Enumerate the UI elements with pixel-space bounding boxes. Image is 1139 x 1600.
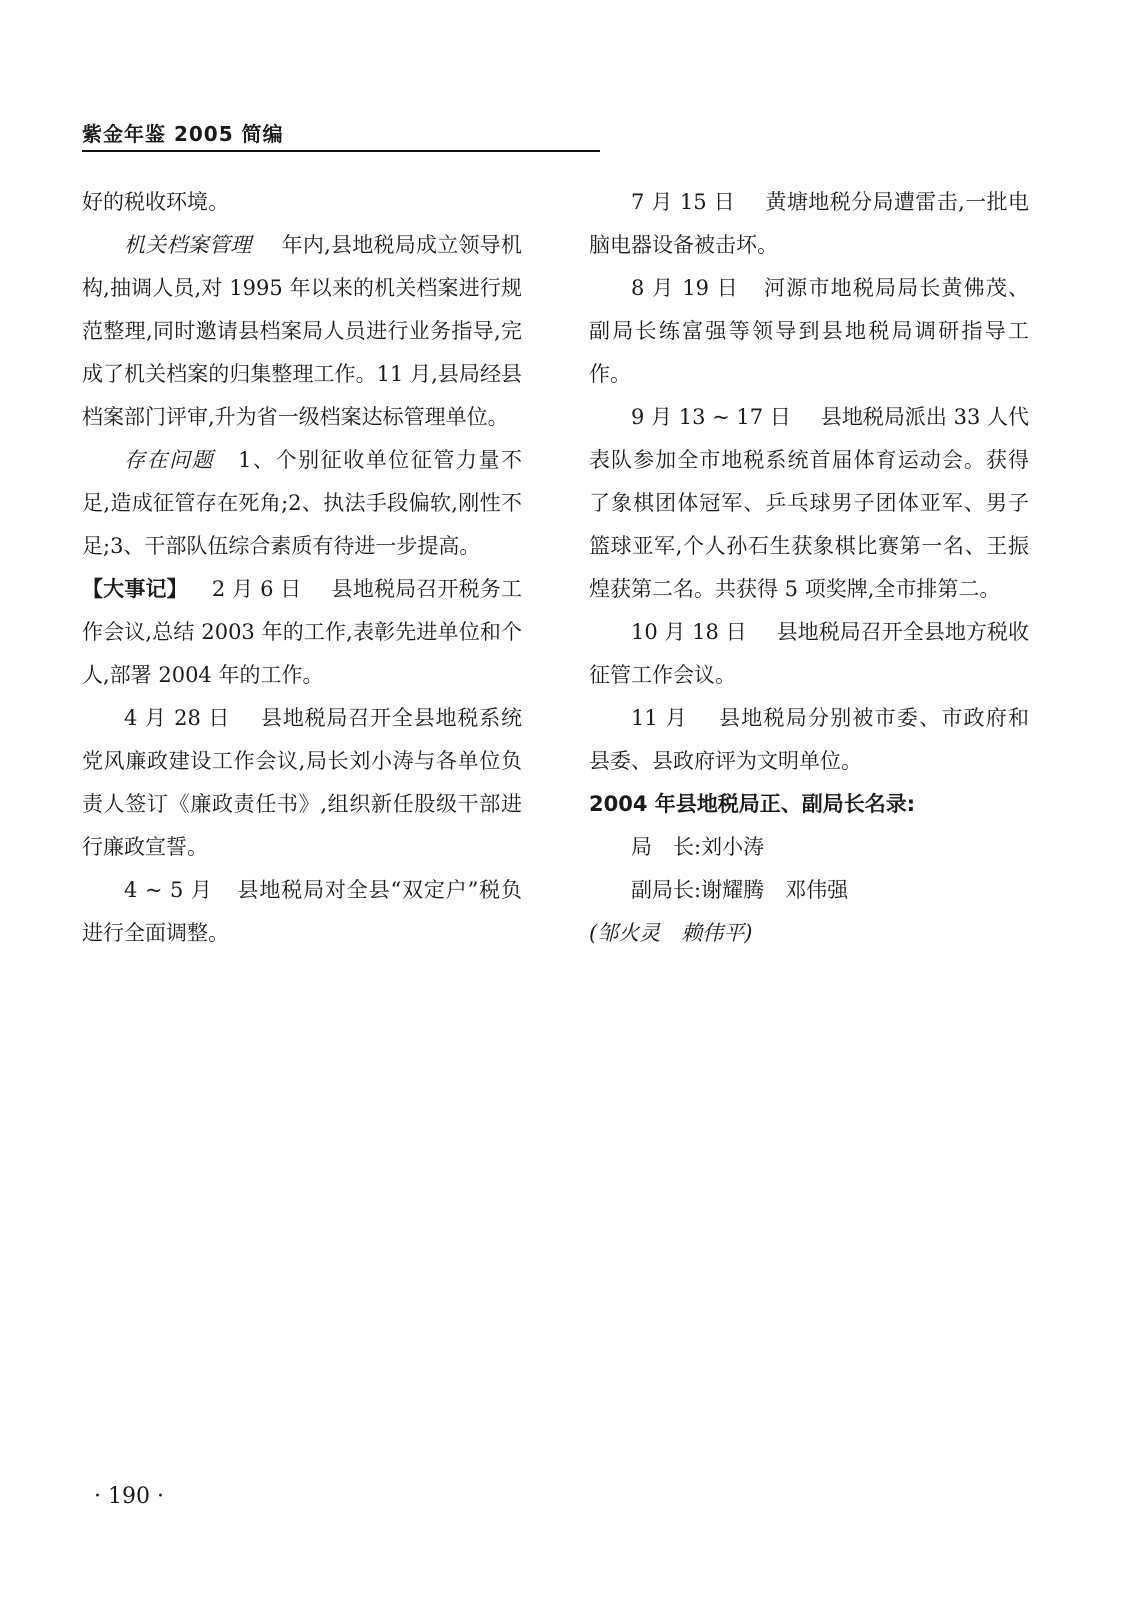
authors: (邹火灵 赖伟平) (589, 921, 753, 945)
event-date: 4 ~ 5 月 (124, 878, 213, 902)
event-item (82, 697, 522, 869)
event-item (82, 568, 522, 697)
event-text: 县地税局召开税务工作会议,总结 2003 年的工作,表彰先进单位和个人,部署 2004 年的工作。 (82, 577, 523, 687)
event-date: 2 月 6 日 (211, 577, 302, 601)
event-item (589, 396, 1029, 611)
event-date: 8 月 19 日 (631, 276, 739, 300)
event-item (82, 869, 522, 955)
event-date: 10 月 18 日 (631, 620, 747, 644)
roster-title: 2004 年县地税局正、副局长名录: (589, 792, 916, 816)
archive-title: 机关档案管理 (124, 233, 252, 257)
event-item (589, 611, 1029, 697)
event-date: 9 月 13 ~ 17 日 (631, 405, 791, 429)
event-item (589, 697, 1029, 783)
problems-title: 存在问题 (124, 448, 215, 472)
event-text: 县地税局召开全县地税系统党风廉政建设工作会议,局长刘小涛与各单位负责人签订《廉政责任书》,组织新任股级干部进行廉政宣誓。 (82, 706, 523, 859)
paragraph-continuation: 好的税收环境。 (82, 190, 229, 214)
header-rule (82, 150, 600, 152)
page-number: · 190 · (94, 1484, 164, 1509)
problems-text: 1、个别征收单位征管力量不足,造成征管存在死角;2、执法手段偏软,刚性不足;3、干部队伍综合素质有待进一步提高。 (82, 448, 522, 558)
event-item (589, 181, 1029, 267)
event-date: 7 月 15 日 (631, 190, 736, 214)
event-text: 县地税局召开全县地方税收征管工作会议。 (589, 620, 1029, 687)
event-date: 4 月 28 日 (124, 706, 231, 730)
archive-section (82, 224, 522, 439)
running-header: 紫金年鉴 2005 简编 (82, 122, 284, 146)
event-text: 河源市地税局局长黄佛茂、副局长练富强等领导到县地税局调研指导工作。 (589, 276, 1030, 386)
right-column (589, 181, 1029, 955)
events-title: 【大事记】 (82, 577, 188, 601)
event-text: 县地税局分别被市委、市政府和县委、县政府评为文明单位。 (589, 706, 1030, 773)
event-text: 县地税局派出 33 人代表队参加全市地税系统首届体育运动会。获得了象棋团体冠军、乒乓球男子团体亚军、男子篮球亚军,个人孙石生获象棋比赛第一名、王振煌获第二名。共获得 5 项奖牌,全市排第二。 (589, 405, 1029, 601)
event-text: 黄塘地税分局遭雷击,一批电脑电器设备被击坏。 (589, 190, 1029, 257)
archive-text: 年内,县地税局成立领导机构,抽调人员,对 1995 年以来的机关档案进行规范整理,同时邀请县档案局人员进行业务指导,完成了机关档案的归集整理工作。11 月,县局经县档案部门评审,升为省一级档案达标管理单位。 (82, 233, 522, 429)
event-text: 县地税局对全县“双定户”税负进行全面调整。 (82, 878, 522, 945)
roster-director: 局 长:刘小涛 (631, 835, 765, 859)
roster-deputy: 副局长:谢耀腾 邓伟强 (631, 878, 849, 902)
event-item (589, 267, 1029, 396)
problems-section (82, 439, 522, 568)
event-date: 11 月 (631, 706, 688, 730)
left-column (82, 181, 522, 955)
